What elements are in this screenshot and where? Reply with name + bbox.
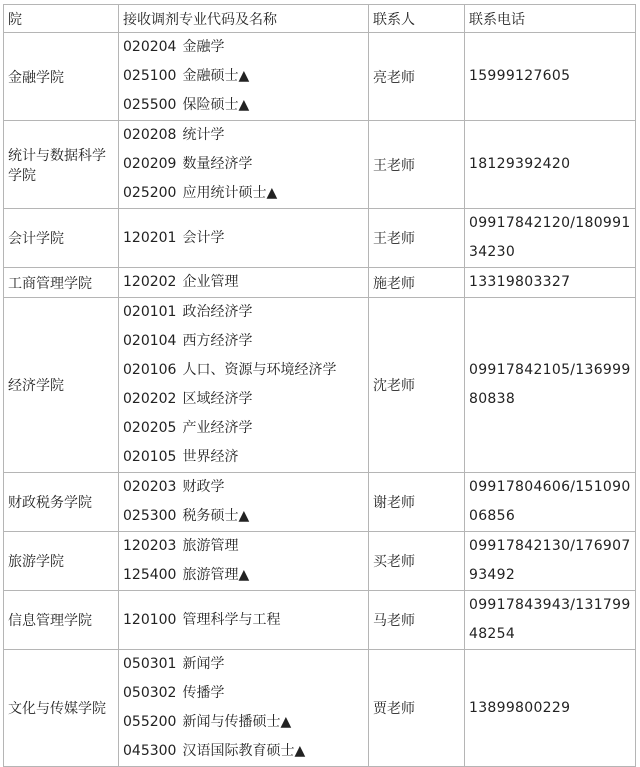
major-code: 025500 bbox=[123, 97, 177, 113]
college-cell: 金融学院 bbox=[4, 33, 119, 121]
phone-cell: 09917842120/18099134230 bbox=[465, 209, 636, 268]
major-name: 世界经济 bbox=[182, 449, 239, 465]
major-item bbox=[123, 33, 364, 62]
college-cell: 财政税务学院 bbox=[4, 473, 119, 532]
major-code: 020205 bbox=[123, 420, 177, 436]
table-body bbox=[4, 33, 636, 767]
major-item bbox=[123, 224, 364, 253]
header-phone: 联系电话 bbox=[465, 5, 636, 33]
major-item bbox=[123, 327, 364, 356]
majors-cell bbox=[119, 650, 369, 767]
header-row bbox=[4, 5, 636, 33]
major-code: 020203 bbox=[123, 479, 177, 495]
header-majors: 接收调剂专业代码及名称 bbox=[119, 5, 369, 33]
major-code: 045300 bbox=[123, 743, 177, 759]
major-name: 税务硕士▲ bbox=[182, 508, 250, 524]
major-name: 数量经济学 bbox=[182, 156, 253, 172]
table-row bbox=[4, 33, 636, 121]
college-cell: 统计与数据科学学院 bbox=[4, 121, 119, 209]
major-code: 020204 bbox=[123, 39, 177, 55]
majors-cell bbox=[119, 298, 369, 473]
major-name: 旅游管理 bbox=[182, 538, 239, 554]
table-row bbox=[4, 209, 636, 268]
major-code: 020105 bbox=[123, 449, 177, 465]
table-row bbox=[4, 473, 636, 532]
contact-cell: 马老师 bbox=[369, 591, 465, 650]
contact-cell: 亮老师 bbox=[369, 33, 465, 121]
header-contact: 联系人 bbox=[369, 5, 465, 33]
college-cell: 工商管理学院 bbox=[4, 268, 119, 298]
major-item bbox=[123, 298, 364, 327]
college-cell: 信息管理学院 bbox=[4, 591, 119, 650]
major-name: 管理科学与工程 bbox=[182, 611, 281, 628]
major-code: 055200 bbox=[123, 714, 177, 730]
major-code: 120100 bbox=[123, 611, 177, 628]
major-code: 020101 bbox=[123, 304, 177, 320]
college-cell: 文化与传媒学院 bbox=[4, 650, 119, 767]
major-item bbox=[123, 708, 364, 737]
major-name: 企业管理 bbox=[182, 274, 239, 290]
major-code: 125400 bbox=[123, 567, 177, 583]
major-code: 025300 bbox=[123, 508, 177, 524]
majors-cell bbox=[119, 591, 369, 650]
phone-cell: 13899800229 bbox=[465, 650, 636, 767]
phone-cell: 09917842105/13699980838 bbox=[465, 298, 636, 473]
major-name: 会计学 bbox=[182, 229, 225, 246]
college-cell: 旅游学院 bbox=[4, 532, 119, 591]
major-code: 025200 bbox=[123, 185, 177, 201]
contact-cell: 买老师 bbox=[369, 532, 465, 591]
major-name: 金融硕士▲ bbox=[182, 68, 250, 84]
major-name: 西方经济学 bbox=[182, 333, 253, 349]
majors-cell bbox=[119, 268, 369, 298]
contact-cell: 王老师 bbox=[369, 209, 465, 268]
header-college: 院 bbox=[4, 5, 119, 33]
major-item bbox=[123, 606, 364, 635]
table-row bbox=[4, 650, 636, 767]
major-item bbox=[123, 737, 364, 766]
major-name: 财政学 bbox=[182, 479, 225, 495]
major-item bbox=[123, 356, 364, 385]
majors-cell bbox=[119, 473, 369, 532]
major-item bbox=[123, 561, 364, 590]
majors-cell bbox=[119, 532, 369, 591]
major-code: 020209 bbox=[123, 156, 177, 172]
phone-cell: 15999127605 bbox=[465, 33, 636, 121]
major-code: 120203 bbox=[123, 538, 177, 554]
table-row bbox=[4, 532, 636, 591]
major-code: 020104 bbox=[123, 333, 177, 349]
major-code: 050302 bbox=[123, 685, 177, 701]
major-name: 新闻与传播硕士▲ bbox=[182, 714, 292, 730]
major-code: 025100 bbox=[123, 68, 177, 84]
contact-cell: 施老师 bbox=[369, 268, 465, 298]
major-name: 政治经济学 bbox=[182, 304, 253, 320]
major-code: 020202 bbox=[123, 391, 177, 407]
table-row bbox=[4, 591, 636, 650]
table-row bbox=[4, 268, 636, 298]
major-name: 人口、资源与环境经济学 bbox=[182, 362, 337, 378]
major-item bbox=[123, 443, 364, 472]
major-item bbox=[123, 385, 364, 414]
major-item bbox=[123, 268, 364, 297]
major-code: 120201 bbox=[123, 229, 177, 246]
majors-cell bbox=[119, 121, 369, 209]
college-cell: 经济学院 bbox=[4, 298, 119, 473]
phone-cell: 09917843943/13179948254 bbox=[465, 591, 636, 650]
contact-cell: 王老师 bbox=[369, 121, 465, 209]
table-row bbox=[4, 121, 636, 209]
major-item bbox=[123, 679, 364, 708]
major-code: 020106 bbox=[123, 362, 177, 378]
phone-cell: 13319803327 bbox=[465, 268, 636, 298]
contact-cell: 谢老师 bbox=[369, 473, 465, 532]
major-name: 金融学 bbox=[182, 39, 225, 55]
major-name: 传播学 bbox=[182, 685, 225, 701]
major-item bbox=[123, 179, 364, 208]
major-name: 区域经济学 bbox=[182, 391, 253, 407]
majors-cell bbox=[119, 33, 369, 121]
major-code: 120202 bbox=[123, 274, 177, 290]
major-item bbox=[123, 121, 364, 150]
major-name: 统计学 bbox=[182, 127, 225, 143]
major-item bbox=[123, 502, 364, 531]
major-item bbox=[123, 414, 364, 443]
major-item bbox=[123, 650, 364, 679]
table-row bbox=[4, 298, 636, 473]
major-code: 020208 bbox=[123, 127, 177, 143]
major-item bbox=[123, 150, 364, 179]
phone-cell: 09917842130/17690793492 bbox=[465, 532, 636, 591]
major-name: 汉语国际教育硕士▲ bbox=[182, 743, 306, 759]
major-item bbox=[123, 473, 364, 502]
major-item bbox=[123, 532, 364, 561]
major-name: 产业经济学 bbox=[182, 420, 253, 436]
major-name: 新闻学 bbox=[182, 656, 225, 672]
majors-cell bbox=[119, 209, 369, 268]
major-item bbox=[123, 91, 364, 120]
contact-cell: 贾老师 bbox=[369, 650, 465, 767]
major-name: 旅游管理▲ bbox=[182, 567, 250, 583]
phone-cell: 18129392420 bbox=[465, 121, 636, 209]
major-code: 050301 bbox=[123, 656, 177, 672]
major-item bbox=[123, 62, 364, 91]
major-name: 应用统计硕士▲ bbox=[182, 185, 278, 201]
adjustment-table bbox=[3, 4, 636, 767]
contact-cell: 沈老师 bbox=[369, 298, 465, 473]
phone-cell: 09917804606/15109006856 bbox=[465, 473, 636, 532]
college-cell: 会计学院 bbox=[4, 209, 119, 268]
major-name: 保险硕士▲ bbox=[182, 97, 250, 113]
